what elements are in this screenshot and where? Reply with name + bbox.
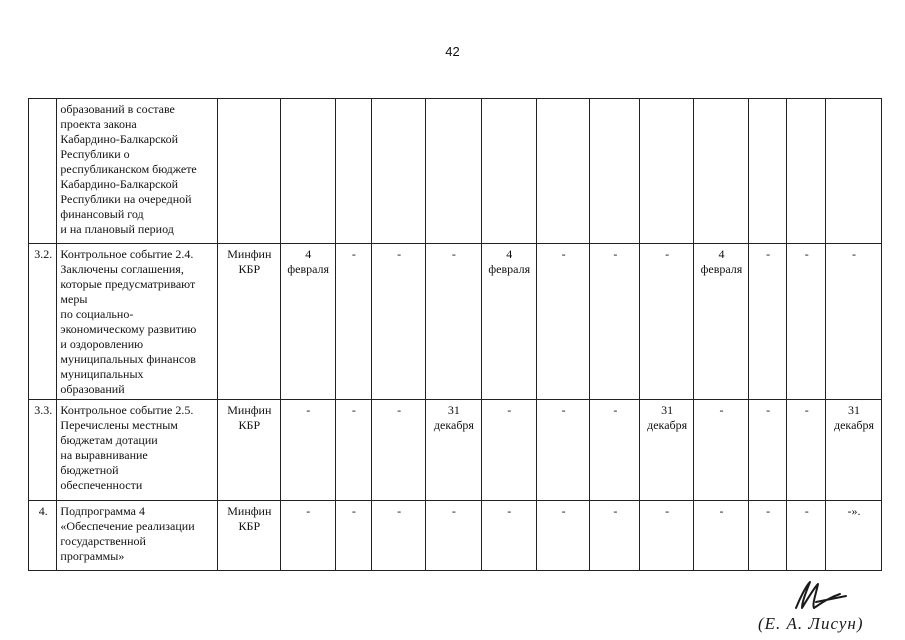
period-value-cell: -	[481, 400, 536, 501]
period-value-cell: -	[748, 400, 787, 501]
period-value-cell: -	[787, 244, 826, 400]
period-value-cell	[536, 99, 590, 244]
handwritten-signature-icon	[756, 578, 896, 618]
period-value-cell: -	[372, 400, 426, 501]
signature-name: (Е. А. Лисун)	[758, 614, 864, 633]
period-value-cell	[694, 99, 749, 244]
period-value-cell: -	[372, 501, 426, 571]
period-value-cell	[748, 99, 787, 244]
table-row	[29, 501, 882, 571]
period-value-cell	[481, 99, 536, 244]
period-value-cell: -	[826, 244, 882, 400]
period-value-cell: -	[335, 400, 372, 501]
period-value-cell: -	[481, 501, 536, 571]
event-name-cell: Контрольное событие 2.5. Перечислены местным бюджетам дотации на выравнивание бюджетной обеспеченности	[57, 400, 217, 501]
period-value-cell: 31 декабря	[640, 400, 694, 501]
period-value-cell: -	[590, 400, 640, 501]
executor-cell: Минфин КБР	[217, 501, 280, 571]
event-name-cell: Подпрограмма 4 «Обеспечение реализации государственной программы»	[57, 501, 217, 571]
period-value-cell	[640, 99, 694, 244]
period-value-cell: -	[280, 400, 335, 501]
period-value-cell: -».	[826, 501, 882, 571]
table-row	[29, 400, 882, 501]
event-name-cell: образований в составе проекта закона Кабардино-Балкарской Республики о республиканском бюджете Кабардино-Балкарской Республики на очередной финансовый год и на плановый период	[57, 99, 217, 244]
period-value-cell: -	[694, 501, 749, 571]
period-value-cell: -	[335, 501, 372, 571]
executor-cell: Минфин КБР	[217, 400, 280, 501]
period-value-cell: -	[426, 501, 482, 571]
period-value-cell: 4 февраля	[280, 244, 335, 400]
period-value-cell: -	[426, 244, 482, 400]
period-value-cell: -	[787, 400, 826, 501]
period-value-cell: -	[748, 244, 787, 400]
period-value-cell: -	[640, 244, 694, 400]
period-value-cell: -	[536, 501, 590, 571]
period-value-cell: -	[536, 244, 590, 400]
period-value-cell: -	[694, 400, 749, 501]
period-value-cell: -	[280, 501, 335, 571]
period-value-cell	[335, 99, 372, 244]
executor-cell	[217, 99, 280, 244]
period-value-cell	[372, 99, 426, 244]
table-row	[29, 244, 882, 400]
period-value-cell: -	[536, 400, 590, 501]
row-number-cell: 3.2.	[29, 244, 57, 400]
period-value-cell	[590, 99, 640, 244]
period-value-cell	[787, 99, 826, 244]
executor-cell: Минфин КБР	[217, 244, 280, 400]
signature	[756, 578, 896, 640]
period-value-cell: -	[335, 244, 372, 400]
period-value-cell	[280, 99, 335, 244]
period-value-cell: 4 февраля	[694, 244, 749, 400]
period-value-cell: 4 февраля	[481, 244, 536, 400]
row-number-cell: 3.3.	[29, 400, 57, 501]
table-row	[29, 99, 882, 244]
event-name-cell: Контрольное событие 2.4. Заключены соглашения, которые предусматривают меры по социально- экономическому развитию и оздоровлению муниципальных финансов муниципальных образований	[57, 244, 217, 400]
row-number-cell	[29, 99, 57, 244]
period-value-cell: -	[748, 501, 787, 571]
period-value-cell	[426, 99, 482, 244]
period-value-cell: -	[640, 501, 694, 571]
period-value-cell: -	[372, 244, 426, 400]
period-value-cell: -	[787, 501, 826, 571]
period-value-cell: 31 декабря	[826, 400, 882, 501]
period-value-cell: -	[590, 244, 640, 400]
period-value-cell: -	[590, 501, 640, 571]
period-value-cell	[826, 99, 882, 244]
page-number: 42	[445, 44, 460, 59]
row-number-cell: 4.	[29, 501, 57, 571]
control-events-table	[28, 98, 882, 571]
period-value-cell: 31 декабря	[426, 400, 482, 501]
